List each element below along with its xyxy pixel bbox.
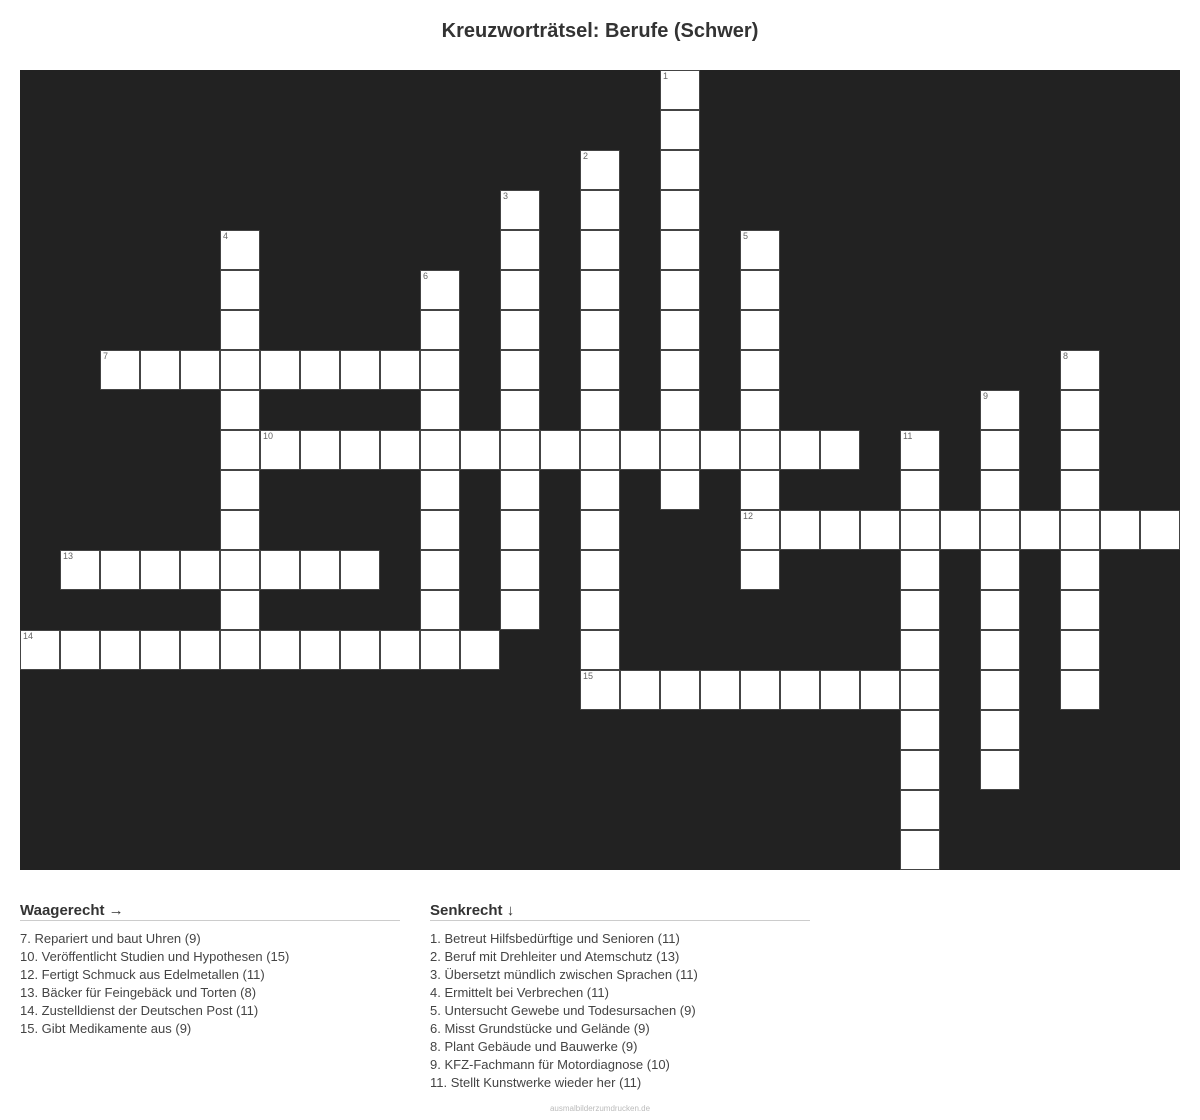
crossword-grid [20,70,1180,870]
grid-cell[interactable] [300,630,340,670]
grid-cell[interactable] [60,630,100,670]
grid-cell[interactable] [1140,510,1180,550]
grid-cell[interactable] [340,430,380,470]
grid-cell[interactable] [100,350,140,390]
grid-cell[interactable] [980,550,1020,590]
grid-cell[interactable] [820,430,860,470]
grid-cell[interactable] [660,150,700,190]
across-heading: Waagerecht → [20,902,400,921]
grid-cell[interactable] [500,270,540,310]
grid-cell[interactable] [780,510,820,550]
grid-cell[interactable] [980,430,1020,470]
cell-number: 12 [743,511,754,521]
grid-cell[interactable] [500,230,540,270]
grid-cell[interactable] [660,350,700,390]
cell-number: 13 [63,551,74,561]
grid-cell[interactable] [500,390,540,430]
grid-cell[interactable] [660,470,700,510]
grid-cell[interactable] [780,430,820,470]
grid-cell[interactable] [1060,350,1100,390]
grid-cell[interactable] [220,630,260,670]
grid-cell[interactable] [500,590,540,630]
grid-cell[interactable] [580,550,620,590]
grid-cell[interactable] [740,670,780,710]
grid-cell[interactable] [700,670,740,710]
grid-cell[interactable] [220,430,260,470]
across-clue: 12. Fertigt Schmuck aus Edelmetallen (11) [20,967,265,982]
grid-cell[interactable] [580,510,620,550]
grid-cell[interactable] [580,470,620,510]
grid-cell[interactable] [100,550,140,590]
grid-cell[interactable] [900,510,940,550]
grid-cell[interactable] [180,550,220,590]
grid-cell[interactable] [300,350,340,390]
cell-number: 3 [503,191,509,201]
grid-cell[interactable] [660,670,700,710]
across-clue: 7. Repariert und baut Uhren (9) [20,931,201,946]
grid-cell[interactable] [500,510,540,550]
grid-cell[interactable] [460,430,500,470]
grid-cell[interactable] [580,430,620,470]
grid-cell[interactable] [660,270,700,310]
grid-cell[interactable] [580,590,620,630]
grid-cell[interactable] [540,430,580,470]
grid-cell[interactable] [900,470,940,510]
grid-cell[interactable] [20,630,60,670]
grid-cell[interactable] [420,470,460,510]
grid-cell[interactable] [220,350,260,390]
grid-cell[interactable] [580,670,620,710]
grid-cell[interactable] [740,550,780,590]
grid-cell[interactable] [500,430,540,470]
grid-cell[interactable] [620,430,660,470]
grid-cell[interactable] [1020,510,1060,550]
grid-cell[interactable] [220,230,260,270]
across-clue: 14. Zustelldienst der Deutschen Post (11) [20,1003,259,1018]
grid-cell[interactable] [980,590,1020,630]
down-clue: 2. Beruf mit Drehleiter und Atemschutz (13) [430,949,680,964]
grid-cell[interactable] [420,270,460,310]
grid-cell[interactable] [980,510,1020,550]
grid-cell[interactable] [340,350,380,390]
cell-number: 1 [663,71,669,81]
grid-cell[interactable] [740,310,780,350]
grid-cell[interactable] [580,230,620,270]
grid-cell[interactable] [260,350,300,390]
grid-cell[interactable] [140,550,180,590]
grid-cell[interactable] [660,310,700,350]
grid-cell[interactable] [260,630,300,670]
grid-cell[interactable] [220,270,260,310]
footer-credit: ausmalbilderzumdrucken.de [549,1104,651,1113]
grid-cell[interactable] [420,550,460,590]
grid-cell[interactable] [740,430,780,470]
grid-cell[interactable] [660,390,700,430]
grid-cell[interactable] [500,190,540,230]
grid-cell[interactable] [1060,430,1100,470]
grid-cell[interactable] [900,670,940,710]
grid-cell[interactable] [100,630,140,670]
grid-cell[interactable] [140,350,180,390]
grid-cell[interactable] [900,830,940,870]
grid-cell[interactable] [1060,630,1100,670]
across-clues [20,902,400,1038]
down-clue: 5. Untersucht Gewebe und Todesursachen (9) [430,1003,696,1018]
grid-cell[interactable] [740,510,780,550]
grid-cell[interactable] [660,110,700,150]
down-clue: 9. KFZ-Fachmann für Motordiagnose (10) [430,1057,670,1072]
grid-cell[interactable] [220,550,260,590]
grid-cell[interactable] [740,350,780,390]
grid-cell[interactable] [380,630,420,670]
grid-cell[interactable] [580,310,620,350]
across-clue: 15. Gibt Medikamente aus (9) [20,1021,192,1036]
grid-cell[interactable] [660,230,700,270]
grid-cell[interactable] [620,670,660,710]
down-clue: 6. Misst Grundstücke und Gelände (9) [430,1021,650,1036]
grid-cell[interactable] [580,270,620,310]
cell-number: 11 [903,431,913,441]
cell-number: 8 [1063,351,1069,361]
cell-number: 6 [423,271,429,281]
down-clue: 4. Ermittelt bei Verbrechen (11) [430,985,609,1000]
down-clues [430,902,810,1092]
grid-cell[interactable] [1060,390,1100,430]
grid-cell[interactable] [420,350,460,390]
grid-cell[interactable] [900,590,940,630]
grid-cell[interactable] [220,470,260,510]
grid-cell[interactable] [980,750,1020,790]
grid-cell[interactable] [500,350,540,390]
grid-cell[interactable] [700,430,740,470]
grid-cell[interactable] [900,750,940,790]
grid-cell[interactable] [260,430,300,470]
grid-cell[interactable] [1060,470,1100,510]
cell-number: 9 [983,391,989,401]
grid-cell[interactable] [820,670,860,710]
cell-number: 7 [103,351,109,361]
grid-cell[interactable] [980,390,1020,430]
grid-cell[interactable] [1060,590,1100,630]
grid-cell[interactable] [500,470,540,510]
grid-cell[interactable] [740,390,780,430]
grid-cell[interactable] [580,150,620,190]
grid-cell[interactable] [300,550,340,590]
grid-cell[interactable] [860,670,900,710]
grid-cell[interactable] [420,630,460,670]
grid-cell[interactable] [180,350,220,390]
grid-cell[interactable] [340,550,380,590]
grid-cell[interactable] [420,510,460,550]
grid-cell[interactable] [500,310,540,350]
grid-cell[interactable] [260,550,300,590]
grid-cell[interactable] [580,190,620,230]
cell-number: 4 [223,231,229,241]
grid-cell[interactable] [580,390,620,430]
grid-cell[interactable] [820,510,860,550]
grid-cell[interactable] [420,390,460,430]
grid-cell[interactable] [180,630,220,670]
grid-cell[interactable] [900,790,940,830]
grid-cell[interactable] [1060,550,1100,590]
grid-cell[interactable] [380,350,420,390]
cell-number: 5 [743,231,749,241]
cell-number: 10 [263,431,274,441]
grid-cell[interactable] [900,710,940,750]
grid-cell[interactable] [740,270,780,310]
grid-cell[interactable] [60,550,100,590]
grid-cell[interactable] [900,630,940,670]
down-clue: 11. Stellt Kunstwerke wieder her (11) [430,1075,642,1090]
grid-cell[interactable] [660,430,700,470]
down-clue: 3. Übersetzt mündlich zwischen Sprachen (11) [430,967,698,982]
grid-cell[interactable] [580,630,620,670]
grid-cell[interactable] [980,710,1020,750]
grid-cell[interactable] [1060,510,1100,550]
grid-cell[interactable] [740,470,780,510]
grid-cell[interactable] [380,430,420,470]
grid-cell[interactable] [300,430,340,470]
down-heading: Senkrecht ↓ [430,902,810,921]
grid-cell[interactable] [460,630,500,670]
grid-cell[interactable] [220,310,260,350]
grid-cell[interactable] [1100,510,1140,550]
down-clue: 8. Plant Gebäude und Bauwerke (9) [430,1039,638,1054]
grid-cell[interactable] [420,310,460,350]
grid-cell[interactable] [140,630,180,670]
grid-cell[interactable] [980,630,1020,670]
grid-cell[interactable] [900,550,940,590]
grid-cell[interactable] [940,510,980,550]
grid-cell[interactable] [1060,670,1100,710]
down-clue: 1. Betreut Hilfsbedürftige und Senioren (11) [430,931,680,946]
grid-cell[interactable] [660,70,700,110]
grid-cell[interactable] [420,590,460,630]
grid-cell[interactable] [860,510,900,550]
cell-number: 15 [583,671,594,681]
grid-cell[interactable] [500,550,540,590]
grid-cell[interactable] [420,430,460,470]
grid-cell[interactable] [660,190,700,230]
grid-cell[interactable] [580,350,620,390]
across-clue: 13. Bäcker für Feingebäck und Torten (8) [20,985,257,1000]
grid-cell[interactable] [220,390,260,430]
grid-cell[interactable] [980,470,1020,510]
grid-cell[interactable] [340,630,380,670]
puzzle-title: Kreuzworträtsel: Berufe (Schwer) [441,20,759,42]
grid-cell[interactable] [220,510,260,550]
grid-cell[interactable] [220,590,260,630]
grid-cell[interactable] [900,430,940,470]
cell-number: 14 [23,631,34,641]
across-clue: 10. Veröffentlicht Studien und Hypothesen (15) [20,949,290,964]
grid-cell[interactable] [780,670,820,710]
cell-number: 2 [583,151,589,161]
grid-cell[interactable] [740,230,780,270]
grid-cell[interactable] [980,670,1020,710]
